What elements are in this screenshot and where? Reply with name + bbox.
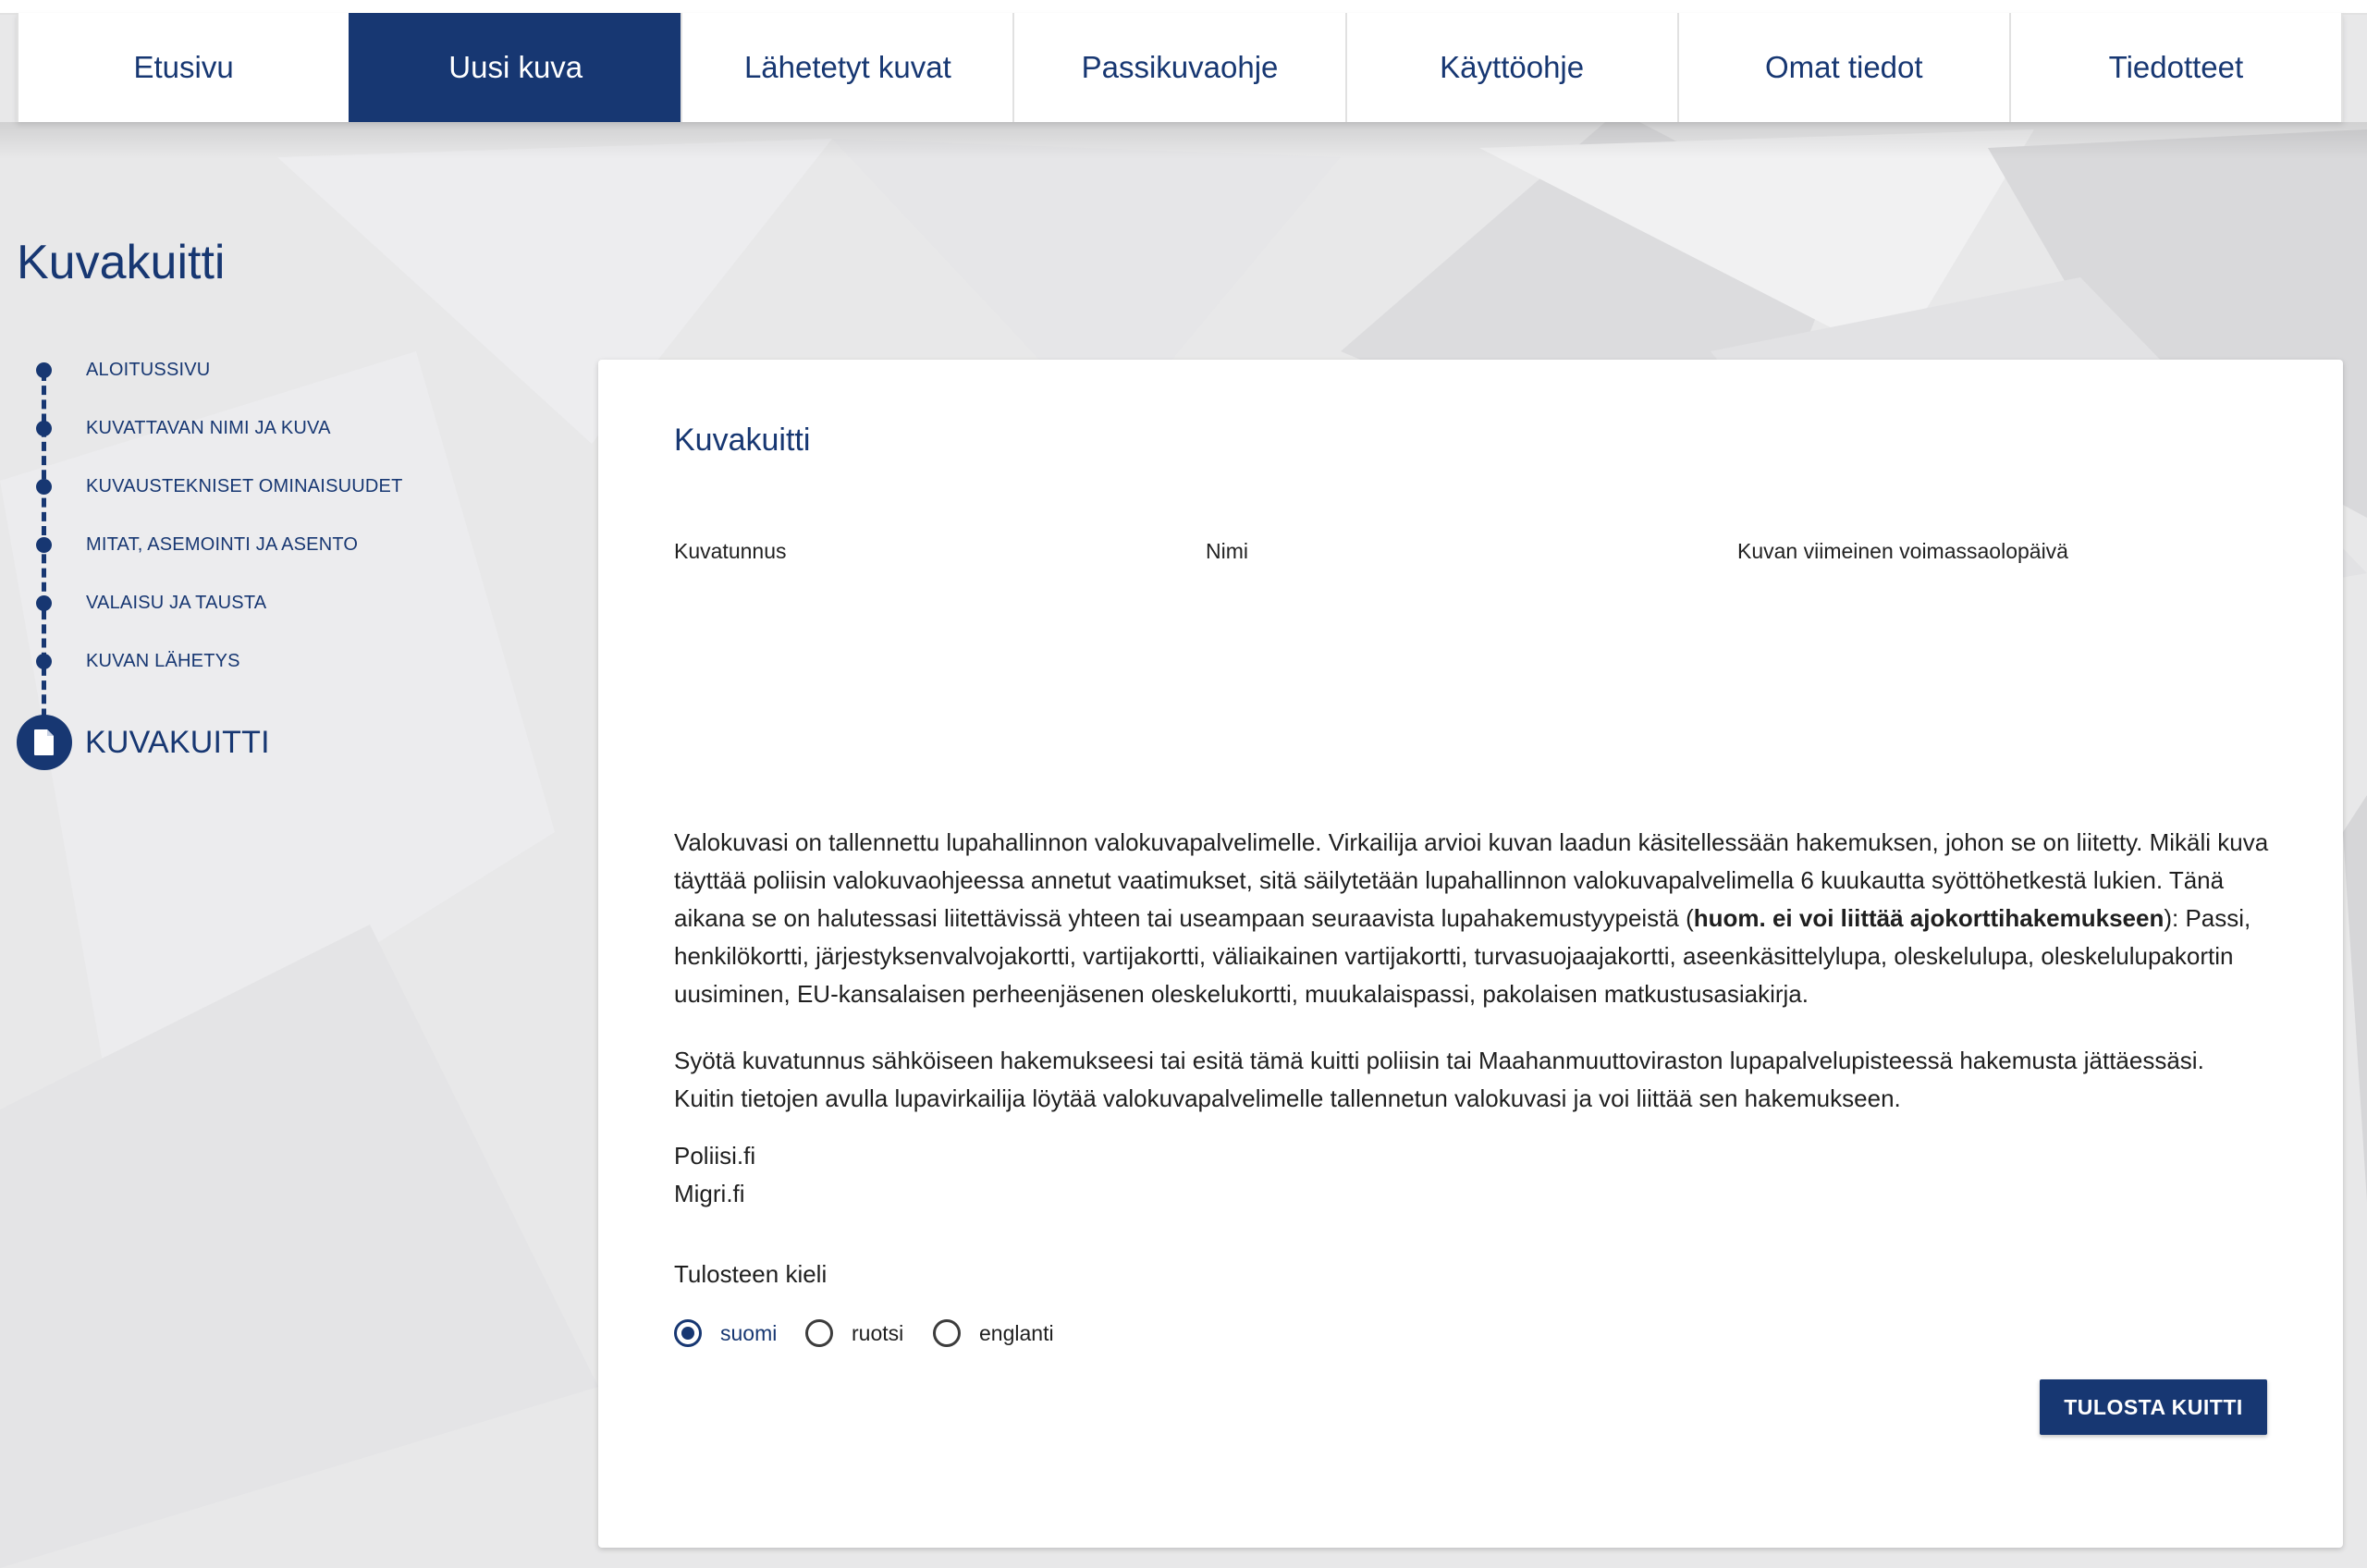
tab-tiedotteet[interactable]: Tiedotteet bbox=[2009, 13, 2343, 122]
info-paragraph-2: Syötä kuvatunnus sähköiseen hakemukseesi tai esitä tämä kuitti poliisin tai Maahanmuuttoviraston lupapalvelupisteessä hakemusta jättäessäsi. Kuitin tietojen avulla lupavirkailija löytää valokuvapalvelimelle tallennetun valokuvasi ja voi liittää sen hakemukseen. bbox=[674, 1047, 2204, 1112]
step-dot bbox=[36, 421, 52, 436]
language-label: Tulosteen kieli bbox=[674, 1260, 828, 1288]
tab-passikuvaohje[interactable]: Passikuvaohje bbox=[1012, 13, 1344, 122]
step-kuvattavan-nimi[interactable] bbox=[17, 410, 534, 447]
step-kuvan-lahetys[interactable] bbox=[17, 643, 534, 680]
radio-label: englanti bbox=[979, 1320, 1054, 1345]
step-label-current: KUVAKUITTI bbox=[85, 724, 270, 760]
nav-shadow bbox=[0, 122, 2367, 159]
info-text-part-1: Valokuvasi on tallennettu lupahallinnon valokuvapalvelimelle. Virkailija arvioi kuvan laadun käsitellessään hakemuksen, johon se on liitetty. Mikäli kuva täyttää poliisin valokuvaohjeessa annetut vaatimukset, sitä säilytetään lupahallinnon valokuvapalvelimella 6 kuukautta syöttöhetkestä lukien. Tänä aikana se on halutessasi liitettävissä yhteen tai useampaan seuraavista lupahakemustyypeistä ( bbox=[674, 828, 2269, 932]
progress-stepper bbox=[17, 351, 534, 777]
step-label: KUVAUSTEKNISET OMINAISUUDET bbox=[86, 475, 403, 496]
step-dot bbox=[36, 362, 52, 378]
main-navigation bbox=[17, 13, 2343, 122]
radio-label: ruotsi bbox=[852, 1320, 904, 1345]
step-kuvakuitti-current bbox=[17, 715, 534, 770]
step-valaisu-tausta[interactable] bbox=[17, 584, 534, 621]
radio-selected-icon bbox=[674, 1319, 702, 1347]
column-kuvatunnus: Kuvatunnus bbox=[674, 539, 787, 563]
step-dot bbox=[36, 654, 52, 669]
tab-kayttoohje[interactable]: Käyttöohje bbox=[1345, 13, 1677, 122]
tab-uusi-kuva[interactable]: Uusi kuva bbox=[349, 13, 681, 122]
step-dot bbox=[36, 595, 52, 611]
radio-label: suomi bbox=[720, 1320, 778, 1345]
step-label: VALAISU JA TAUSTA bbox=[86, 592, 267, 613]
info-text-bold: huom. ei voi liittää ajokorttihakemukseen bbox=[1693, 904, 2165, 932]
tab-omat-tiedot[interactable]: Omat tiedot bbox=[1677, 13, 2009, 122]
step-label: KUVAN LÄHETYS bbox=[86, 650, 240, 671]
radio-englanti[interactable] bbox=[933, 1315, 1054, 1352]
radio-empty-icon bbox=[805, 1319, 833, 1347]
receipt-card bbox=[598, 360, 2343, 1548]
radio-suomi[interactable] bbox=[674, 1315, 777, 1352]
tab-lahetetyt-kuvat[interactable]: Lähetetyt kuvat bbox=[681, 13, 1012, 122]
info-paragraph-1 bbox=[674, 824, 2269, 1013]
tab-etusivu[interactable]: Etusivu bbox=[17, 13, 349, 122]
step-dot bbox=[36, 537, 52, 553]
card-title: Kuvakuitti bbox=[674, 423, 811, 458]
page-title: Kuvakuitti bbox=[17, 236, 226, 289]
step-mitat-asemointi[interactable] bbox=[17, 526, 534, 563]
print-receipt-button[interactable]: TULOSTA KUITTI bbox=[2040, 1379, 2267, 1435]
link-poliisi[interactable]: Poliisi.fi bbox=[674, 1142, 756, 1170]
step-kuvaustekniset[interactable] bbox=[17, 468, 534, 505]
step-label: MITAT, ASEMOINTI JA ASENTO bbox=[86, 533, 359, 555]
column-nimi: Nimi bbox=[1206, 539, 1248, 563]
radio-ruotsi[interactable] bbox=[805, 1315, 903, 1352]
step-aloitussivu[interactable] bbox=[17, 351, 534, 388]
radio-empty-icon bbox=[933, 1319, 961, 1347]
step-label: ALOITUSSIVU bbox=[86, 359, 211, 380]
link-migri[interactable]: Migri.fi bbox=[674, 1180, 745, 1207]
step-label: KUVATTAVAN NIMI JA KUVA bbox=[86, 417, 331, 438]
info-text-part-2: ): Passi, henkilökortti, järjestyksenvalvojakortti, vartijakortti, väliaikainen vartijakortti, turvasuojaajakortti, aseenkäsittelylupa, oleskelulupa, oleskelulupakortin uusiminen, EU-kansalaisen perheenjäsenen oleskelukortti, muukalaispassi, pakolaisen matkustusasiakirja. bbox=[674, 904, 2251, 1008]
language-radio-group bbox=[674, 1315, 1229, 1352]
step-dot bbox=[36, 479, 52, 495]
document-icon bbox=[17, 715, 72, 770]
column-voimassaolopaiva: Kuvan viimeinen voimassaolopäivä bbox=[1737, 539, 2068, 563]
